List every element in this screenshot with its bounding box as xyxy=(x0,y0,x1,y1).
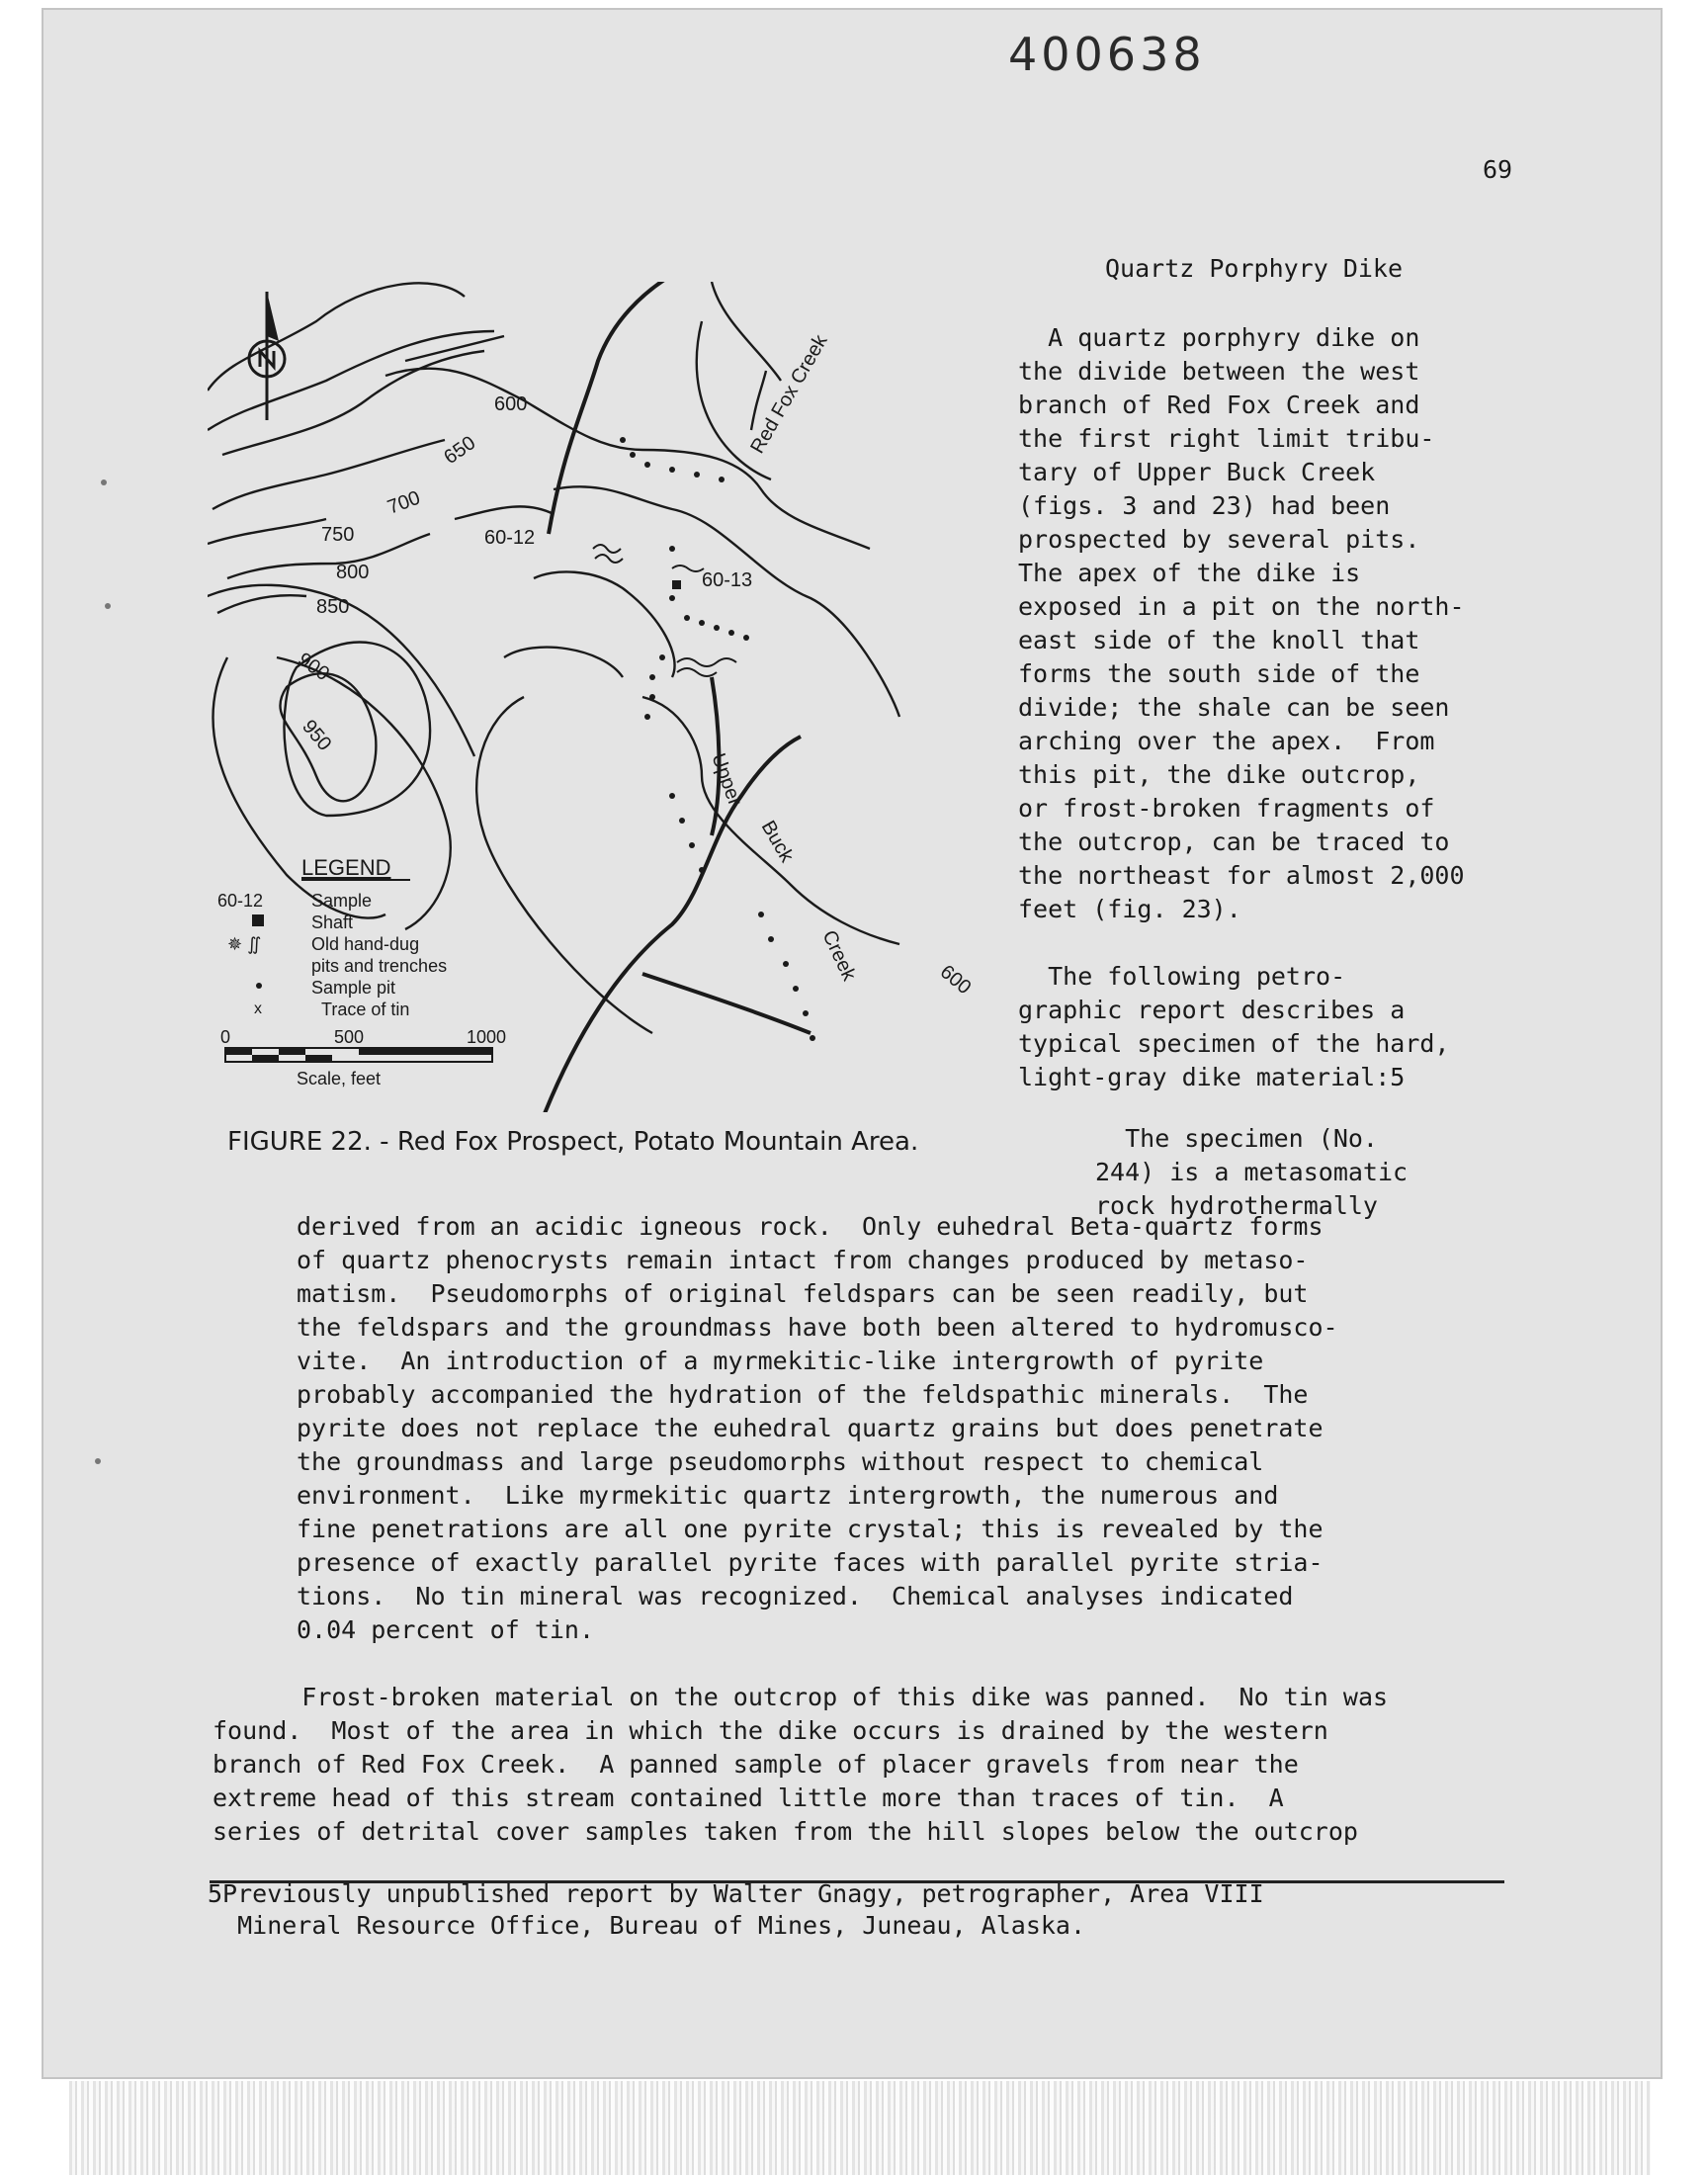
legend-pit-symbol xyxy=(256,983,262,989)
sample-pit-dot xyxy=(694,472,700,478)
legend-label: Sample xyxy=(311,891,373,911)
sample-label: 60-12 xyxy=(484,527,536,549)
hand-dug-pits-symbol xyxy=(672,566,704,571)
scale-bar-segment xyxy=(225,1048,252,1055)
contour-line xyxy=(455,506,554,519)
sample-pit-dot xyxy=(699,620,705,626)
sample-pit-dot xyxy=(719,477,725,482)
sample-pit-dot xyxy=(689,842,695,848)
scan-speck xyxy=(105,603,111,609)
contour-map xyxy=(208,282,1008,1112)
figure-map xyxy=(208,282,1008,1112)
contour-line xyxy=(554,486,899,717)
scan-edge xyxy=(69,2081,1651,2175)
scale-tick: 0 xyxy=(220,1027,231,1047)
legend-label: Old hand-dug xyxy=(311,934,420,954)
sample-pit-dot xyxy=(758,912,764,917)
contour-label: 600 xyxy=(935,960,976,1000)
scale-bar-segment xyxy=(305,1055,332,1062)
sample-pit-dot xyxy=(659,654,665,660)
right-column-text: A quartz porphyry dike on the divide between the west branch of Red Fox Creek and the first right limit tribu- tary of Upper Buck Creek (figs. 3 and 23) had been prospected by several pits. The apex of the dike is exposed in a pit on the north- east side of the knoll that forms the south side of the divide; the shale can be seen arching over the apex. From this pit, the dike outcrop, or frost-broken fragments of the outcrop, can be traced to the northeast for almost 2,000 feet (fig. 23). The following petro- graphic report describes a typical specimen of the hard, light-gray dike material:5 xyxy=(1018,323,1465,1091)
hand-dug-pits-symbol xyxy=(593,545,621,553)
red-fox-creek-line xyxy=(549,282,677,534)
petrographic-report-paragraph: derived from an acidic igneous rock. Only euhedral Beta-quartz forms of quartz phenocrysts remain intact from changes produced by metaso- matism. Pseudomorphs of original feldspars can be seen readily, but the feldspars and the groundmass have both been altered to hydromusco- vite. An introduction of a myrmekitic-like intergrowth of pyrite probably accompanied the hydration of the feldspathic minerals. The pyrite does not replace the euhedral quartz grains but does penetrate the groundmass and large pseudomorphs without respect to chemical environment. Like myrmekitic quartz intergrowth, the numerous and fine penetrations are all one pyrite crystal; this is revealed by the presence of exactly parallel pyrite faces with parallel pyrite stria- tions. No tin mineral was recognized. Chemical analyses indicated 0.04 percent of tin. xyxy=(297,1212,1338,1644)
contour-label: 600 xyxy=(494,393,528,415)
north-arrow xyxy=(249,292,285,420)
hand-dug-pits-symbol xyxy=(677,658,736,666)
sample-label: 60-13 xyxy=(702,569,753,591)
sample-pit-dot xyxy=(649,674,655,680)
sample-pit-dot xyxy=(768,936,774,942)
page-number: 69 xyxy=(1483,155,1513,184)
scale-bar-segment xyxy=(252,1055,279,1062)
sample-pit-dot xyxy=(684,615,690,621)
sample-pit-dot xyxy=(743,635,749,641)
north-arrow-head xyxy=(267,292,279,341)
sample-pit-dot xyxy=(714,625,720,631)
legend-label: pits and trenches xyxy=(311,956,448,976)
legend xyxy=(217,855,506,1088)
legend-shaft-symbol xyxy=(252,914,264,926)
sample-pit-dot xyxy=(649,694,655,700)
creek-label: Red Fox Creek xyxy=(746,331,832,458)
contour-line xyxy=(476,697,652,1033)
legend-tin-symbol: x xyxy=(254,1000,262,1017)
sample-pit-dot xyxy=(630,452,636,458)
sample-pit-dot xyxy=(620,437,626,443)
document-number: 400638 xyxy=(1008,28,1206,81)
shaft-symbol xyxy=(672,580,681,589)
contour-label: 650 xyxy=(440,431,480,470)
contour-label: 850 xyxy=(316,596,350,618)
contour-line xyxy=(712,282,781,381)
contour-line xyxy=(208,283,465,391)
legend-label: Sample pit xyxy=(311,978,396,998)
sample-pit-dot xyxy=(669,467,675,473)
scan-speck xyxy=(101,479,107,485)
sample-pit-dot xyxy=(644,462,650,468)
upper-buck-creek-line xyxy=(534,737,801,1112)
legend-label: Shaft xyxy=(311,913,354,932)
sample-pit-dot xyxy=(669,546,675,552)
contour-line xyxy=(217,595,306,613)
creek-label: Buck xyxy=(756,817,798,867)
contour-line xyxy=(208,331,494,430)
hand-dug-pits-symbol xyxy=(677,668,717,676)
legend-label: Trace of tin xyxy=(321,1000,410,1019)
figure-caption: FIGURE 22. - Red Fox Prospect, Potato Mountain Area. xyxy=(227,1127,919,1157)
sample-pit-dot xyxy=(669,595,675,601)
sample-pit-dot xyxy=(644,714,650,720)
contour-label: 900 xyxy=(294,649,334,686)
creek-label: Creek xyxy=(817,926,860,985)
sample-pit-dot xyxy=(810,1035,815,1041)
scan-speck xyxy=(95,1458,101,1464)
footnote: 5Previously unpublished report by Walter Gnagy, petrographer, Area VIII Mineral Resource Office, Bureau of Mines, Juneau, Alaska. xyxy=(208,1879,1264,1940)
contour-label: 800 xyxy=(336,562,370,583)
contour-line xyxy=(504,648,623,677)
creek-label: Upper xyxy=(707,750,746,809)
scale-tick: 1000 xyxy=(467,1027,507,1047)
panning-paragraph: Frost-broken material on the outcrop of this dike was panned. No tin was found. Most of the area in which the dike occurs is drained by the western branch of Red Fox Creek. A panned sample of placer gravels from near the extreme head of this stream contained little more than traces of tin. A series of detrital cover samples taken from the hill slopes below the outcrop xyxy=(213,1683,1389,1846)
sample-pit-dot xyxy=(793,986,799,992)
scale-tick: 500 xyxy=(334,1027,365,1047)
specimen-intro-text: The specimen (No. 244) is a metasomatic rock hydrothermally xyxy=(1095,1124,1409,1220)
legend-sample-symbol: 60-12 xyxy=(217,891,264,911)
sample-pit-dot xyxy=(679,818,685,824)
sample-pit-dot xyxy=(728,630,734,636)
creek-tributary-line xyxy=(642,974,811,1033)
scale-label: Scale, feet xyxy=(297,1069,382,1088)
sample-pit-dot xyxy=(783,961,789,967)
contour-label: 950 xyxy=(298,716,336,755)
contour-line xyxy=(208,519,326,544)
hand-dug-pits-symbol xyxy=(595,555,623,563)
contour-label: 700 xyxy=(384,486,424,519)
scale-bar-segment xyxy=(279,1048,305,1055)
sample-pit-dot xyxy=(699,867,705,873)
scale-bar-segment xyxy=(359,1048,492,1055)
sample-pit-dot xyxy=(669,793,675,799)
legend-pits-symbol: ✵ ∬ xyxy=(227,934,262,954)
legend-title: LEGEND xyxy=(301,855,391,880)
contour-label: 750 xyxy=(321,524,355,546)
section-title: Quartz Porphyry Dike xyxy=(1105,254,1404,283)
sample-pit-dot xyxy=(803,1010,809,1016)
